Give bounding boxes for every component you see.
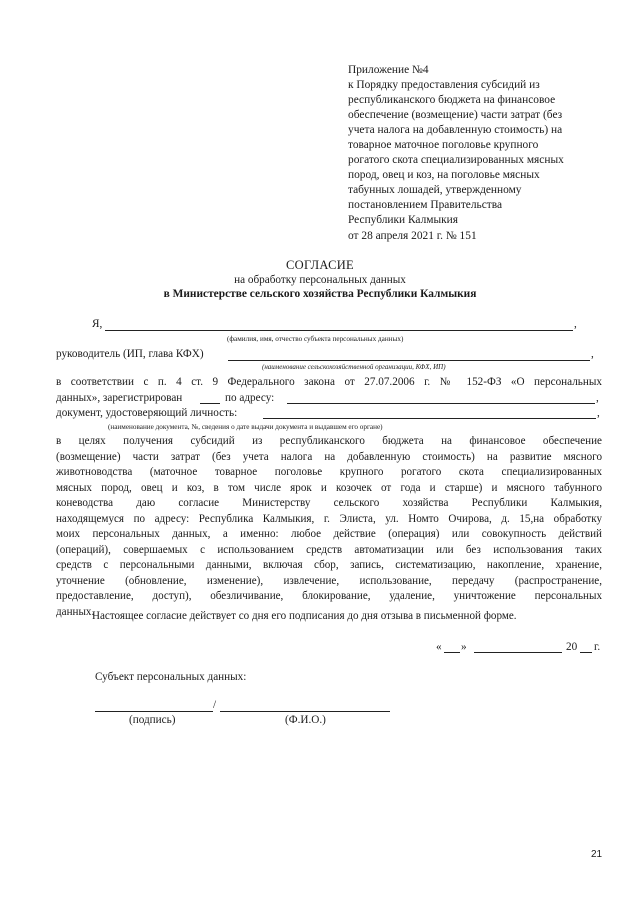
appendix-line: табунных лошадей, утвержденному bbox=[348, 184, 522, 197]
id-document-caption: (наименование документа, №, сведения о дате выдачи документа и выдавшем его органе) bbox=[108, 423, 383, 431]
full-name-field[interactable] bbox=[105, 330, 573, 331]
document-page: Приложение №4 к Порядку предоставления субсидий из республиканского бюджета на финансовое обеспечение (возмещение) части затрат (без учета налога на добавленную стоимость) на товарное маточное поголовье крупного рогатого скота специализированных мясных пород, овец и коз, на поголовье мясных табунных лошадей, утвержденному постановлением Правительства Республики Калмыкия от 28 апреля 2021 г. № 151 СОГЛАСИЕ на обработку персональных данных в Министерстве сельского хозяйства Республики Калмыкия Я, , (фамилия, имя, отчество субъекта персональных данных) руководитель (ИП, глава КФХ) , (наименование сельскохозяйственной организации, КФХ, ИП) в соответствии с п. 4 ст. 9 Федерального закона от 27.07.2006 г. № 152-ФЗ «О персональных данных», зарегистрирован по адресу: , документ, удостоверяющий личность: , (наименование документа, №, сведения о дате выдачи документа и выдавшем его органе) в целях получения субсидий из республиканского бюджета на финансовое обеспечение (возмещение) части затрат (без учета налога на добавленную стоимость) на развитие мясного животноводства (маточное товарное поголовье крупного рогатого скота специализированных мясных пород, овец и коз, в том числе ярок и козочек от года и старше) и мясного табунного коневодства даю согласие Министерству сельского хозяйства Республики Калмыкия, находящемуся по адресу: Республика Калмыкия, г. Элиста, ул. Номто Очирова, д. 15,на обработку моих персональных данных, а именно: любое действие (операция) или совокупность действий (операций), совершаемых с использованием средств автоматизации или без использования таких средств с персональными данными, включая сбор, запись, систематизацию, накопление, хранение, уточнение (обновление, изменение), извлечение, использование, передачу (распространение, предоставление, доступ), обезличивание, блокирование, удаление, уничтожение персональных данных. Настоящее согласие действует со дня его подписания до дня отзыва в письменной форме. « » 20 г. Субъект персональных данных: / (подпись) (Ф.И.О.) 21 bbox=[0, 0, 640, 905]
page-number: 21 bbox=[591, 849, 603, 860]
appendix-line: учета налога на добавленную стоимость) на bbox=[348, 124, 563, 137]
appendix-line: от 28 апреля 2021 г. № 151 bbox=[348, 229, 477, 242]
organization-caption: (наименование сельскохозяйственной организации, КФХ, ИП) bbox=[262, 363, 446, 371]
consent-body bbox=[56, 434, 602, 620]
appendix-line: рогатого скота специализированных мясных bbox=[348, 154, 564, 167]
date-day-field[interactable] bbox=[444, 652, 460, 653]
body-line: животноводства (маточное товарное поголовье крупного рогатого скота специализированных bbox=[56, 466, 602, 478]
validity-paragraph: Настоящее согласие действует со дня его подписания до дня отзыва в письменной форме. bbox=[92, 610, 517, 622]
body-line: данных. bbox=[56, 605, 95, 618]
appendix-line: республиканского бюджета на финансовое bbox=[348, 94, 556, 107]
ministry-title: в Министерстве сельского хозяйства Республики Калмыкия bbox=[163, 288, 477, 300]
date-year-field[interactable] bbox=[580, 652, 592, 653]
date-year-suffix: г. bbox=[594, 641, 601, 653]
appendix-line: к Порядку предоставления субсидий из bbox=[348, 79, 540, 92]
law-reference-line: в соответствии с п. 4 ст. 9 Федерального закона от 27.07.2006 г. № 152-ФЗ «О персональных bbox=[56, 376, 602, 388]
registered-gender-field[interactable] bbox=[200, 403, 220, 404]
appendix-block bbox=[348, 63, 564, 244]
signature-slash: / bbox=[213, 699, 217, 711]
body-line: мясных пород, овец и коз, в том числе ярок и козочек от года и старше) и мясного табунного bbox=[56, 481, 602, 494]
registered-label: данных», зарегистрирован bbox=[56, 392, 183, 404]
appendix-line: постановлением Правительства bbox=[348, 199, 503, 212]
body-line: (возмещение) части затрат (без учета налога на добавленную стоимость) на развитие мясного bbox=[56, 450, 602, 463]
head-label: руководитель (ИП, глава КФХ) bbox=[56, 348, 204, 360]
date-month-field[interactable] bbox=[474, 652, 562, 653]
address-label: по адресу: bbox=[225, 392, 275, 404]
address-field[interactable] bbox=[287, 403, 595, 404]
appendix-line: товарное маточное поголовье крупного bbox=[348, 139, 539, 152]
ya-label: Я, bbox=[92, 318, 103, 330]
appendix-line: Республики Калмыкия bbox=[348, 214, 459, 227]
name-caption: (Ф.И.О.) bbox=[285, 714, 326, 726]
body-line: находящемуся по адресу: Республика Калмыкия, г. Элиста, ул. Номто Очирова, д. 15,на обработку bbox=[56, 512, 602, 525]
date-year-prefix: 20 bbox=[566, 641, 578, 653]
body-line: в целях получения субсидий из республиканского бюджета на финансовое обеспечение bbox=[56, 435, 602, 447]
id-document-field[interactable] bbox=[263, 418, 596, 419]
date-open-quote: « bbox=[436, 641, 442, 653]
body-line: моих персональных данных, а именно: любое действие (операция) или совокупность действий bbox=[56, 528, 602, 540]
signature-field[interactable] bbox=[95, 711, 213, 712]
appendix-line: Приложение №4 bbox=[348, 64, 429, 76]
appendix-line: пород, овец и коз, на поголовье мясных bbox=[348, 169, 540, 182]
signature-caption: (подпись) bbox=[129, 714, 176, 726]
body-line: (операций), совершаемых с использованием средств автоматизации или без использования таких bbox=[56, 543, 602, 556]
appendix-line: обеспечение (возмещение) части затрат (без bbox=[348, 109, 563, 122]
subject-label: Субъект персональных данных: bbox=[95, 671, 247, 683]
date-close-quote: » bbox=[461, 641, 467, 653]
body-line: уточнение (обновление, изменение), извлечение, использование, передачу (распространение, bbox=[56, 574, 602, 587]
document-subtitle: на обработку персональных данных bbox=[234, 274, 406, 286]
document-title: СОГЛАСИЕ bbox=[286, 258, 354, 272]
body-line: коневодства даю согласие Министерству сельского хозяйства Республики Калмыкия, bbox=[56, 497, 602, 509]
id-document-label: документ, удостоверяющий личность: bbox=[56, 407, 238, 419]
full-name-caption: (фамилия, имя, отчество субъекта персональных данных) bbox=[227, 335, 404, 343]
body-line: средств с персональными данными, включая сбор, запись, систематизацию, накопление, хранение, bbox=[56, 559, 602, 571]
full-name-signature-field[interactable] bbox=[220, 711, 390, 712]
organization-field[interactable] bbox=[228, 360, 590, 361]
body-line: предоставление, доступ), обезличивание, блокирование, удаление, уничтожение персональных bbox=[56, 590, 602, 602]
